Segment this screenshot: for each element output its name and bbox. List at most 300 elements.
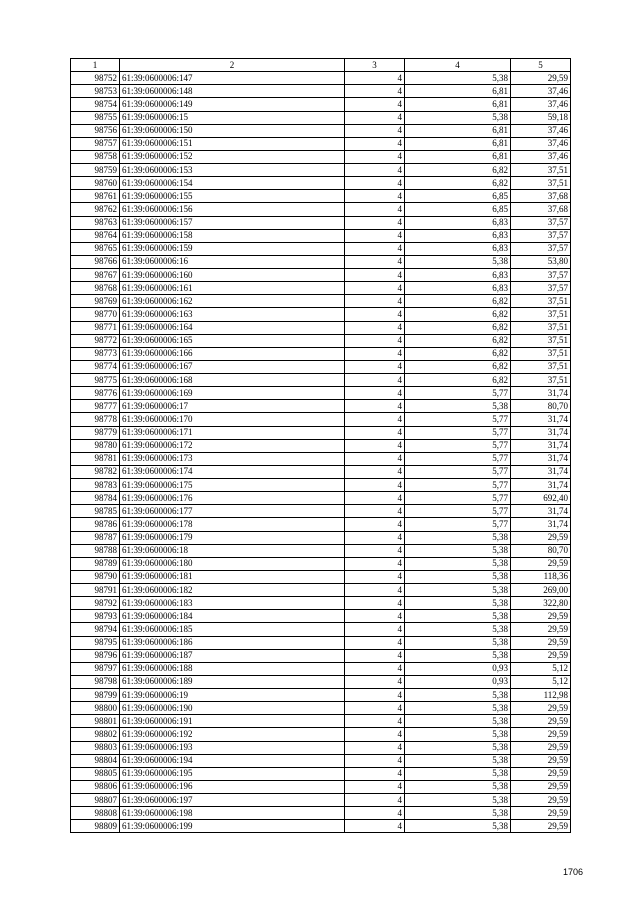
table-cell: 5,38	[405, 531, 511, 544]
table-cell: 29,59	[511, 767, 571, 780]
data-table	[70, 58, 571, 833]
table-cell: 4	[345, 426, 405, 439]
table-cell: 98786	[71, 518, 120, 531]
table-cell: 4	[345, 636, 405, 649]
table-cell: 4	[345, 623, 405, 636]
table-row	[71, 124, 571, 137]
table-cell: 98791	[71, 584, 120, 597]
table-cell: 31,74	[511, 505, 571, 518]
table-row	[71, 308, 571, 321]
table-cell: 31,74	[511, 465, 571, 478]
table-cell: 4	[345, 675, 405, 688]
table-row	[71, 439, 571, 452]
table-cell: 5,77	[405, 465, 511, 478]
table-cell: 61:39:0600006:155	[120, 190, 345, 203]
table-cell: 37,57	[511, 242, 571, 255]
table-cell: 4	[345, 518, 405, 531]
table-row	[71, 636, 571, 649]
table-cell: 80,70	[511, 400, 571, 413]
table-cell: 6,83	[405, 242, 511, 255]
table-cell: 4	[345, 374, 405, 387]
table-cell: 4	[345, 702, 405, 715]
table-cell: 29,59	[511, 531, 571, 544]
table-row	[71, 216, 571, 229]
table-cell: 322,80	[511, 597, 571, 610]
table-row	[71, 597, 571, 610]
table-cell: 4	[345, 164, 405, 177]
table-row	[71, 229, 571, 242]
table-cell: 5,38	[405, 544, 511, 557]
table-cell: 53,80	[511, 255, 571, 268]
table-cell: 37,51	[511, 374, 571, 387]
table-cell: 6,82	[405, 295, 511, 308]
table-row	[71, 570, 571, 583]
table-row	[71, 465, 571, 478]
table-cell: 4	[345, 282, 405, 295]
table-cell: 4	[345, 479, 405, 492]
table-row	[71, 767, 571, 780]
table-cell: 4	[345, 439, 405, 452]
table-cell: 6,82	[405, 177, 511, 190]
table-cell: 29,59	[511, 610, 571, 623]
table-cell: 5,38	[405, 570, 511, 583]
table-cell: 4	[345, 492, 405, 505]
table-cell: 61:39:0600006:197	[120, 794, 345, 807]
table-cell: 98769	[71, 295, 120, 308]
table-cell: 6,82	[405, 321, 511, 334]
table-cell: 37,46	[511, 137, 571, 150]
table-row	[71, 269, 571, 282]
table-cell: 4	[345, 584, 405, 597]
table-row	[71, 282, 571, 295]
table-cell: 61:39:0600006:195	[120, 767, 345, 780]
table-cell: 29,59	[511, 715, 571, 728]
table-cell: 98802	[71, 728, 120, 741]
table-row	[71, 374, 571, 387]
table-cell: 37,51	[511, 334, 571, 347]
table-cell: 4	[345, 98, 405, 111]
table-cell: 61:39:0600006:156	[120, 203, 345, 216]
table-cell: 4	[345, 347, 405, 360]
table-cell: 98784	[71, 492, 120, 505]
table-row	[71, 675, 571, 688]
table-cell: 6,85	[405, 203, 511, 216]
page-number: 1706	[562, 867, 583, 877]
table-cell: 5,38	[405, 400, 511, 413]
table-cell: 61:39:0600006:164	[120, 321, 345, 334]
table-cell: 98790	[71, 570, 120, 583]
table-cell: 98800	[71, 702, 120, 715]
table-cell: 61:39:0600006:186	[120, 636, 345, 649]
table-cell: 61:39:0600006:147	[120, 72, 345, 85]
table-cell: 6,81	[405, 137, 511, 150]
table-cell: 98797	[71, 662, 120, 675]
table-cell: 31,74	[511, 439, 571, 452]
table-cell: 61:39:0600006:15	[120, 111, 345, 124]
table-cell: 5,38	[405, 557, 511, 570]
table-cell: 98757	[71, 137, 120, 150]
table-cell: 61:39:0600006:199	[120, 820, 345, 833]
table-row	[71, 98, 571, 111]
table-cell: 61:39:0600006:150	[120, 124, 345, 137]
table-cell: 4	[345, 649, 405, 662]
table-cell: 4	[345, 295, 405, 308]
table-row	[71, 400, 571, 413]
table-cell: 37,57	[511, 269, 571, 282]
table-cell: 61:39:0600006:194	[120, 754, 345, 767]
table-cell: 31,74	[511, 479, 571, 492]
table-row	[71, 728, 571, 741]
table-cell: 5,38	[405, 649, 511, 662]
table-cell: 61:39:0600006:183	[120, 597, 345, 610]
table-cell: 98798	[71, 675, 120, 688]
table-row	[71, 623, 571, 636]
table-cell: 61:39:0600006:151	[120, 137, 345, 150]
table-cell: 4	[345, 387, 405, 400]
header-row	[71, 59, 571, 72]
table-row	[71, 426, 571, 439]
table-cell: 98799	[71, 689, 120, 702]
table-cell: 29,59	[511, 820, 571, 833]
table-cell: 98773	[71, 347, 120, 360]
table-row	[71, 544, 571, 557]
table-cell: 5,77	[405, 492, 511, 505]
table-cell: 31,74	[511, 413, 571, 426]
table-row	[71, 452, 571, 465]
table-cell: 5,38	[405, 702, 511, 715]
table-cell: 29,59	[511, 702, 571, 715]
table-cell: 61:39:0600006:159	[120, 242, 345, 255]
table-cell: 98793	[71, 610, 120, 623]
table-cell: 6,82	[405, 334, 511, 347]
table-cell: 4	[345, 413, 405, 426]
table-cell: 6,82	[405, 308, 511, 321]
table-cell: 4	[345, 190, 405, 203]
table-cell: 98758	[71, 150, 120, 163]
table-cell: 4	[345, 465, 405, 478]
table-row	[71, 662, 571, 675]
table-cell: 98759	[71, 164, 120, 177]
table-cell: 37,46	[511, 124, 571, 137]
table-cell: 61:39:0600006:158	[120, 229, 345, 242]
table-cell: 98792	[71, 597, 120, 610]
table-cell: 98778	[71, 413, 120, 426]
table-cell: 98755	[71, 111, 120, 124]
table-cell: 5,38	[405, 584, 511, 597]
table-cell: 5,38	[405, 741, 511, 754]
table-cell: 98785	[71, 505, 120, 518]
table-cell: 98764	[71, 229, 120, 242]
table-cell: 98772	[71, 334, 120, 347]
table-cell: 4	[345, 216, 405, 229]
table-cell: 98808	[71, 807, 120, 820]
table-cell: 37,46	[511, 150, 571, 163]
table-row	[71, 649, 571, 662]
table-cell: 98760	[71, 177, 120, 190]
table-row	[71, 505, 571, 518]
table-cell: 61:39:0600006:187	[120, 649, 345, 662]
table-row	[71, 111, 571, 124]
table-row	[71, 321, 571, 334]
table-cell: 29,59	[511, 728, 571, 741]
table-cell: 98770	[71, 308, 120, 321]
table-cell: 4	[345, 308, 405, 321]
table-cell: 5,38	[405, 780, 511, 793]
table-cell: 4	[345, 229, 405, 242]
table-cell: 61:39:0600006:170	[120, 413, 345, 426]
table-cell: 98762	[71, 203, 120, 216]
table-cell: 98754	[71, 98, 120, 111]
table-row	[71, 72, 571, 85]
table-row	[71, 531, 571, 544]
table-cell: 61:39:0600006:190	[120, 702, 345, 715]
table-row	[71, 780, 571, 793]
table-cell: 4	[345, 780, 405, 793]
table-row	[71, 754, 571, 767]
table-cell: 61:39:0600006:16	[120, 255, 345, 268]
table-cell: 61:39:0600006:157	[120, 216, 345, 229]
table-cell: 98761	[71, 190, 120, 203]
table-cell: 5,77	[405, 452, 511, 465]
table-cell: 37,68	[511, 190, 571, 203]
table-cell: 5,12	[511, 675, 571, 688]
table-cell: 98801	[71, 715, 120, 728]
table-cell: 6,83	[405, 282, 511, 295]
table-cell: 29,59	[511, 807, 571, 820]
table-row	[71, 334, 571, 347]
table-cell: 31,74	[511, 518, 571, 531]
table-cell: 6,82	[405, 347, 511, 360]
table-cell: 61:39:0600006:148	[120, 85, 345, 98]
table-cell: 98775	[71, 374, 120, 387]
table-cell: 61:39:0600006:181	[120, 570, 345, 583]
table-cell: 4	[345, 72, 405, 85]
column-header: 1	[71, 59, 120, 72]
table-cell: 61:39:0600006:163	[120, 308, 345, 321]
table-cell: 98796	[71, 649, 120, 662]
table-cell: 4	[345, 334, 405, 347]
table-cell: 4	[345, 137, 405, 150]
table-cell: 6,81	[405, 98, 511, 111]
table-cell: 98756	[71, 124, 120, 137]
table-cell: 4	[345, 820, 405, 833]
table-cell: 5,38	[405, 72, 511, 85]
table-cell: 5,38	[405, 689, 511, 702]
table-cell: 59,18	[511, 111, 571, 124]
table-cell: 61:39:0600006:161	[120, 282, 345, 295]
table-cell: 0,93	[405, 675, 511, 688]
table-cell: 31,74	[511, 452, 571, 465]
table-cell: 98806	[71, 780, 120, 793]
table-row	[71, 413, 571, 426]
table-cell: 98752	[71, 72, 120, 85]
table-cell: 98794	[71, 623, 120, 636]
table-cell: 29,59	[511, 72, 571, 85]
table-row	[71, 85, 571, 98]
table-row	[71, 137, 571, 150]
table-cell: 5,38	[405, 767, 511, 780]
table-cell: 61:39:0600006:191	[120, 715, 345, 728]
table-cell: 6,81	[405, 124, 511, 137]
table-cell: 4	[345, 715, 405, 728]
table-cell: 98767	[71, 269, 120, 282]
table-cell: 98753	[71, 85, 120, 98]
table-row	[71, 715, 571, 728]
table-cell: 5,38	[405, 794, 511, 807]
table-row	[71, 347, 571, 360]
table-row	[71, 295, 571, 308]
table-cell: 4	[345, 794, 405, 807]
table-cell: 61:39:0600006:189	[120, 675, 345, 688]
table-cell: 61:39:0600006:149	[120, 98, 345, 111]
table-cell: 29,59	[511, 649, 571, 662]
table-cell: 61:39:0600006:18	[120, 544, 345, 557]
table-cell: 61:39:0600006:193	[120, 741, 345, 754]
table-cell: 61:39:0600006:185	[120, 623, 345, 636]
table-row	[71, 479, 571, 492]
table-cell: 4	[345, 124, 405, 137]
table-row	[71, 164, 571, 177]
table-cell: 37,46	[511, 98, 571, 111]
table-cell: 4	[345, 242, 405, 255]
table-row	[71, 794, 571, 807]
table-cell: 98805	[71, 767, 120, 780]
table-row	[71, 820, 571, 833]
table-cell: 0,93	[405, 662, 511, 675]
table-cell: 4	[345, 452, 405, 465]
table-cell: 37,51	[511, 360, 571, 373]
table-cell: 98782	[71, 465, 120, 478]
table-cell: 98783	[71, 479, 120, 492]
table-cell: 5,38	[405, 820, 511, 833]
table-cell: 61:39:0600006:184	[120, 610, 345, 623]
table-cell: 5,38	[405, 728, 511, 741]
table-cell: 61:39:0600006:179	[120, 531, 345, 544]
table-cell: 5,38	[405, 610, 511, 623]
table-cell: 29,59	[511, 557, 571, 570]
table-cell: 98803	[71, 741, 120, 754]
table-row	[71, 689, 571, 702]
table-row	[71, 150, 571, 163]
table-row	[71, 741, 571, 754]
table-cell: 4	[345, 321, 405, 334]
table-cell: 4	[345, 597, 405, 610]
table-cell: 31,74	[511, 426, 571, 439]
table-cell: 61:39:0600006:178	[120, 518, 345, 531]
table-cell: 37,57	[511, 229, 571, 242]
table-cell: 61:39:0600006:165	[120, 334, 345, 347]
table-cell: 98795	[71, 636, 120, 649]
table-cell: 4	[345, 544, 405, 557]
table-cell: 61:39:0600006:160	[120, 269, 345, 282]
table-cell: 4	[345, 177, 405, 190]
table-cell: 80,70	[511, 544, 571, 557]
table-cell: 112,98	[511, 689, 571, 702]
table-cell: 61:39:0600006:168	[120, 374, 345, 387]
table-row	[71, 177, 571, 190]
table-cell: 4	[345, 557, 405, 570]
table-cell: 29,59	[511, 754, 571, 767]
table-cell: 5,77	[405, 518, 511, 531]
table-row	[71, 584, 571, 597]
table-cell: 5,38	[405, 754, 511, 767]
table-cell: 29,59	[511, 741, 571, 754]
table-cell: 5,38	[405, 255, 511, 268]
table-cell: 98780	[71, 439, 120, 452]
table-cell: 98777	[71, 400, 120, 413]
table-cell: 6,81	[405, 85, 511, 98]
column-header: 2	[120, 59, 345, 72]
table-cell: 61:39:0600006:152	[120, 150, 345, 163]
column-header: 3	[345, 59, 405, 72]
table-cell: 37,51	[511, 321, 571, 334]
table-cell: 6,83	[405, 229, 511, 242]
table-cell: 98774	[71, 360, 120, 373]
table-cell: 37,57	[511, 282, 571, 295]
table-cell: 6,82	[405, 164, 511, 177]
table-cell: 61:39:0600006:196	[120, 780, 345, 793]
table-cell: 4	[345, 662, 405, 675]
table-cell: 61:39:0600006:153	[120, 164, 345, 177]
table-cell: 61:39:0600006:172	[120, 439, 345, 452]
table-cell: 98779	[71, 426, 120, 439]
table-cell: 29,59	[511, 780, 571, 793]
table-cell: 61:39:0600006:198	[120, 807, 345, 820]
table-cell: 5,38	[405, 623, 511, 636]
table-cell: 37,51	[511, 164, 571, 177]
table-cell: 5,38	[405, 597, 511, 610]
table-cell: 5,77	[405, 439, 511, 452]
table-cell: 4	[345, 360, 405, 373]
table-cell: 5,77	[405, 413, 511, 426]
table-cell: 37,57	[511, 216, 571, 229]
table-cell: 61:39:0600006:176	[120, 492, 345, 505]
table-cell: 5,12	[511, 662, 571, 675]
table-cell: 61:39:0600006:19	[120, 689, 345, 702]
table-cell: 4	[345, 203, 405, 216]
table-cell: 6,83	[405, 269, 511, 282]
table-cell: 4	[345, 754, 405, 767]
table-cell: 98804	[71, 754, 120, 767]
table-cell: 61:39:0600006:192	[120, 728, 345, 741]
table-cell: 61:39:0600006:175	[120, 479, 345, 492]
table-cell: 61:39:0600006:171	[120, 426, 345, 439]
table-cell: 61:39:0600006:180	[120, 557, 345, 570]
table-cell: 5,38	[405, 111, 511, 124]
table-cell: 37,51	[511, 347, 571, 360]
table-cell: 98789	[71, 557, 120, 570]
table-row	[71, 190, 571, 203]
table-cell: 61:39:0600006:169	[120, 387, 345, 400]
table-cell: 98788	[71, 544, 120, 557]
table-cell: 4	[345, 807, 405, 820]
table-cell: 4	[345, 85, 405, 98]
table-row	[71, 203, 571, 216]
table-row	[71, 387, 571, 400]
table-cell: 692,40	[511, 492, 571, 505]
table-cell: 5,38	[405, 636, 511, 649]
table-cell: 98768	[71, 282, 120, 295]
table-row	[71, 610, 571, 623]
table-cell: 61:39:0600006:166	[120, 347, 345, 360]
table-cell: 61:39:0600006:173	[120, 452, 345, 465]
table-row	[71, 492, 571, 505]
table-cell: 6,82	[405, 360, 511, 373]
table-row	[71, 360, 571, 373]
table-cell: 37,51	[511, 177, 571, 190]
table-cell: 29,59	[511, 636, 571, 649]
table-row	[71, 702, 571, 715]
